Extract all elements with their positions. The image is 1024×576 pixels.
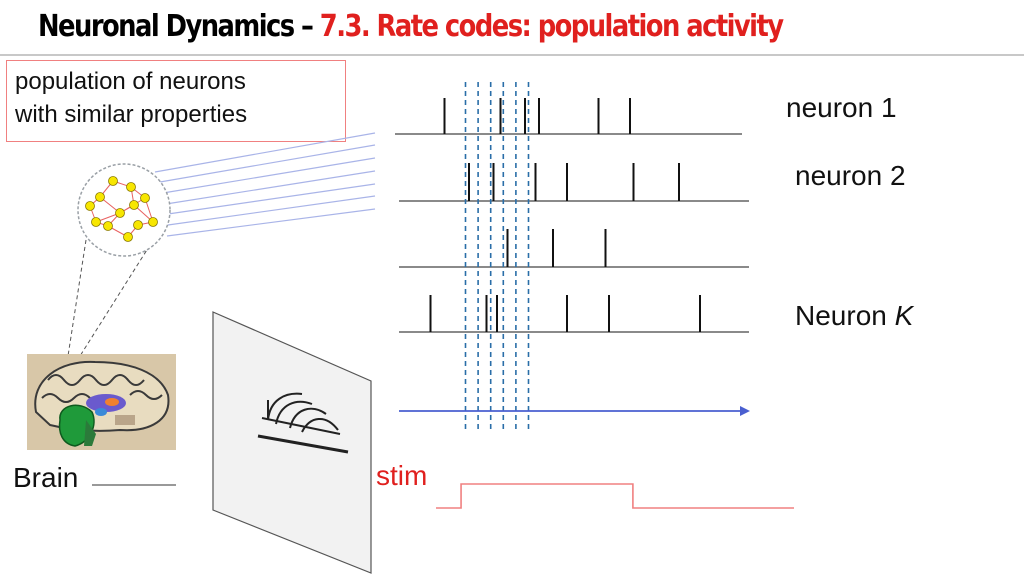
spike-marks — [431, 98, 701, 332]
stimulus-screen — [213, 312, 371, 573]
label-neuron-k-prefix: Neuron — [795, 300, 895, 331]
label-stim: stim — [376, 460, 428, 491]
spike-train-baselines — [395, 134, 749, 332]
section-title: 7.3. Rate codes: population activity — [319, 9, 783, 44]
label-neuron-1: neuron 1 — [786, 92, 897, 123]
time-arrow — [399, 406, 750, 416]
label-neuron-2: neuron 2 — [795, 160, 906, 191]
neuron-population — [78, 164, 170, 256]
label-neuron-k — [795, 300, 913, 332]
label-brain: Brain — [13, 462, 79, 493]
zoom-lines — [68, 240, 150, 356]
stimulus-trace — [436, 484, 794, 508]
brain-image — [27, 354, 176, 450]
label-neuron-k-variable: K — [894, 300, 914, 331]
course-title: Neuronal Dynamics – — [38, 9, 320, 44]
population-caption-line2: with similar properties — [15, 101, 248, 128]
population-caption-line1: population of neurons — [15, 68, 246, 95]
projection-lines — [155, 133, 375, 236]
